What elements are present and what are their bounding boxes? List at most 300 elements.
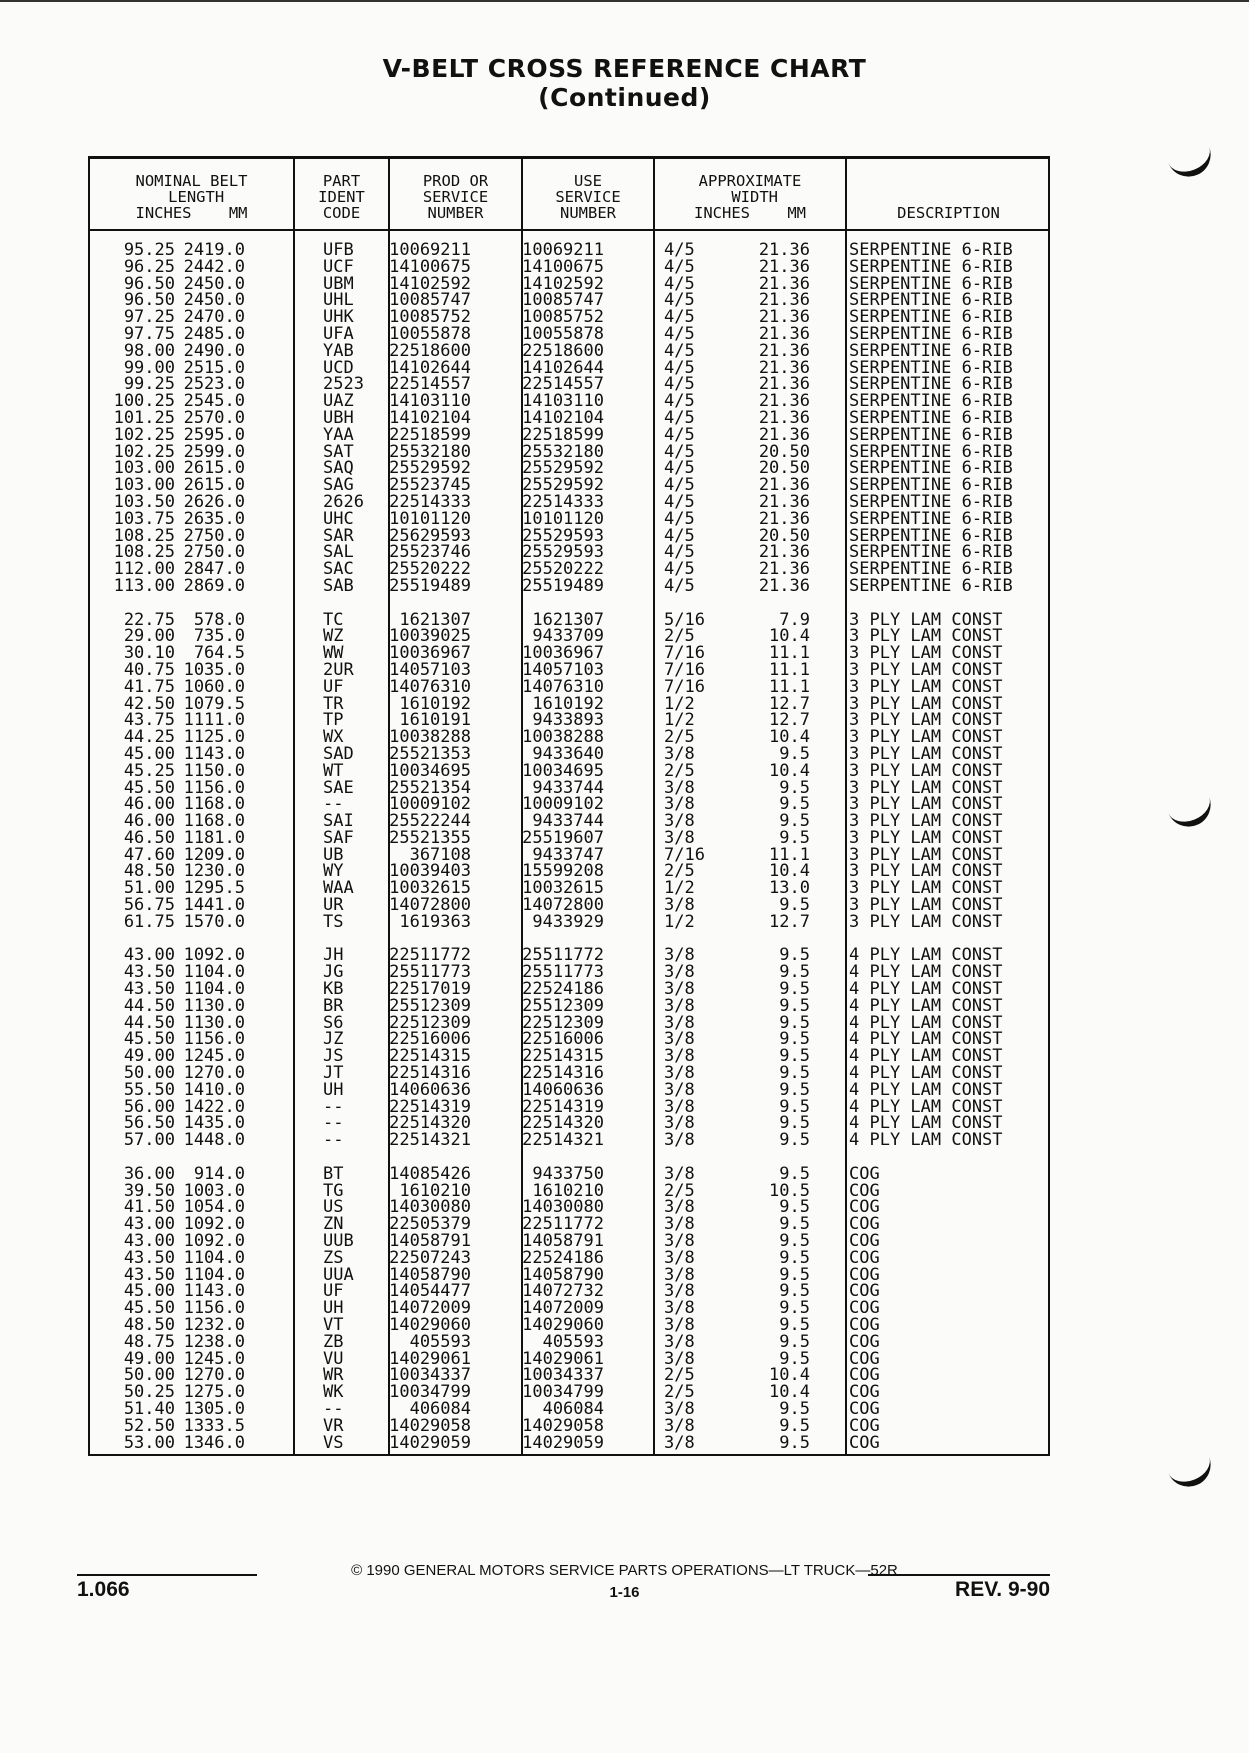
part-ident-code-cell: SAB <box>323 575 354 596</box>
description-cell: 3 PLY LAM CONST <box>849 878 1003 899</box>
length-inches-cell: 108.25 <box>113 542 175 563</box>
prod-service-number-cell: 25529592 <box>389 458 471 479</box>
cross-reference-table <box>88 156 1050 1456</box>
part-ident-code-cell: UH <box>323 1298 344 1319</box>
width-mm-cell: 21.36 <box>758 256 810 277</box>
part-ident-code-cell: VT <box>323 1315 344 1335</box>
width-mm-cell: 21.36 <box>758 357 810 378</box>
use-service-number-cell: 9433929 <box>532 911 604 932</box>
prod-service-number-cell: 14029060 <box>389 1315 471 1335</box>
width-inches-cell: 4/5 <box>664 340 695 361</box>
use-service-number-cell: 9433744 <box>532 777 604 798</box>
part-ident-code-cell: UBM <box>323 273 354 294</box>
width-inches-cell: 4/5 <box>664 323 695 344</box>
length-mm-cell: 1422.0 <box>183 1096 245 1117</box>
use-service-number-cell: 9433893 <box>532 710 604 731</box>
length-mm-cell: 2635.0 <box>183 508 245 529</box>
length-inches-cell: 103.00 <box>113 475 175 496</box>
prod-service-number-cell: 14102644 <box>389 357 471 378</box>
prod-service-number-cell: 22514557 <box>389 374 471 395</box>
width-mm-cell: 21.36 <box>758 508 810 529</box>
use-service-number-cell: 405593 <box>542 1331 604 1352</box>
description-cell: 3 PLY LAM CONST <box>849 609 1003 630</box>
length-mm-cell: 2570.0 <box>183 407 245 428</box>
part-ident-code-cell: VR <box>323 1415 344 1436</box>
length-inches-cell: 45.50 <box>123 1029 175 1050</box>
description-cell: COG <box>849 1382 880 1403</box>
description-cell: 3 PLY LAM CONST <box>849 760 1003 781</box>
prod-service-number-cell: 14029061 <box>389 1348 471 1369</box>
use-service-number-cell: 25520222 <box>522 559 604 580</box>
table-row <box>90 911 1048 932</box>
part-ident-code-cell: SAC <box>323 559 354 580</box>
use-service-number-cell: 25519489 <box>522 575 604 596</box>
width-mm-cell: 9.5 <box>779 1264 810 1285</box>
length-mm-cell: 1270.0 <box>183 1063 245 1084</box>
width-mm-cell: 11.1 <box>769 844 810 865</box>
prod-service-number-cell: 14102592 <box>389 273 471 294</box>
length-mm-cell: 2490.0 <box>183 340 245 361</box>
length-mm-cell: 1448.0 <box>183 1130 245 1151</box>
length-inches-cell: 46.00 <box>123 811 175 832</box>
width-inches-cell: 3/8 <box>664 1231 695 1252</box>
length-inches-cell: 96.50 <box>123 290 175 311</box>
use-service-number-cell: 10034695 <box>522 760 604 781</box>
length-mm-cell: 1245.0 <box>183 1046 245 1067</box>
description-cell: SERPENTINE 6-RIB <box>849 273 1013 294</box>
use-service-number-cell: 22512309 <box>522 1012 604 1033</box>
length-inches-cell: 41.75 <box>123 676 175 697</box>
page-title <box>0 54 1249 112</box>
width-mm-cell: 10.4 <box>769 1382 810 1403</box>
length-mm-cell: 1092.0 <box>183 1214 245 1235</box>
prod-service-number-cell: 22514316 <box>389 1063 471 1084</box>
width-inches-cell: 4/5 <box>664 357 695 378</box>
length-mm-cell: 1168.0 <box>183 811 245 832</box>
length-mm-cell: 2450.0 <box>183 273 245 294</box>
length-mm-cell: 2847.0 <box>183 559 245 580</box>
part-ident-code-cell: JS <box>323 1046 344 1067</box>
use-service-number-cell: 14029060 <box>522 1315 604 1335</box>
description-cell: 4 PLY LAM CONST <box>849 979 1003 1000</box>
length-mm-cell: 1156.0 <box>183 1029 245 1050</box>
width-inches-cell: 2/5 <box>664 1180 695 1201</box>
part-ident-code-cell: TG <box>323 1180 344 1201</box>
length-mm-cell: 1104.0 <box>183 1264 245 1285</box>
width-mm-cell: 21.36 <box>758 273 810 294</box>
width-inches-cell: 4/5 <box>664 542 695 563</box>
length-mm-cell: 1104.0 <box>183 1247 245 1268</box>
length-mm-cell: 1230.0 <box>183 861 245 882</box>
use-service-number-cell: 22514316 <box>522 1063 604 1084</box>
prod-service-number-cell: 14102104 <box>389 407 471 428</box>
length-mm-cell: 1441.0 <box>183 895 245 916</box>
header-rule <box>90 229 1048 231</box>
use-service-number-cell: 14058790 <box>522 1264 604 1285</box>
width-mm-cell: 9.5 <box>779 962 810 983</box>
part-ident-code-cell: KB <box>323 979 344 1000</box>
length-inches-cell: 61.75 <box>123 911 175 932</box>
width-inches-cell: 4/5 <box>664 575 695 596</box>
width-inches-cell: 4/5 <box>664 458 695 479</box>
length-inches-cell: 43.50 <box>123 1264 175 1285</box>
header-description: DESCRIPTION <box>897 204 1000 222</box>
width-mm-cell: 9.5 <box>779 777 810 798</box>
length-inches-cell: 112.00 <box>113 559 175 580</box>
use-service-number-cell: 14057103 <box>522 659 604 680</box>
use-service-number-cell: 25529593 <box>522 525 604 546</box>
length-mm-cell: 1104.0 <box>183 962 245 983</box>
width-inches-cell: 2/5 <box>664 1382 695 1403</box>
width-mm-cell: 13.0 <box>769 878 810 899</box>
prod-service-number-cell: 14029059 <box>389 1432 471 1453</box>
prod-service-number-cell: 10009102 <box>389 794 471 815</box>
part-ident-code-cell: ZB <box>323 1331 344 1352</box>
length-mm-cell: 1060.0 <box>183 676 245 697</box>
part-ident-code-cell: WW <box>323 643 344 664</box>
use-service-number-cell: 25512309 <box>522 995 604 1016</box>
description-cell: SERPENTINE 6-RIB <box>849 525 1013 546</box>
prod-service-number-cell: 22518600 <box>389 340 471 361</box>
length-inches-cell: 103.50 <box>113 491 175 512</box>
width-inches-cell: 3/8 <box>664 811 695 832</box>
width-mm-cell: 10.4 <box>769 1365 810 1386</box>
part-ident-code-cell: WAA <box>323 878 354 899</box>
width-inches-cell: 3/8 <box>664 1247 695 1268</box>
prod-service-number-cell: 1610191 <box>399 710 471 731</box>
description-cell: 4 PLY LAM CONST <box>849 1079 1003 1100</box>
prod-service-number-cell: 14076310 <box>389 676 471 697</box>
part-ident-code-cell: WZ <box>323 626 344 647</box>
length-mm-cell: 1003.0 <box>183 1180 245 1201</box>
length-mm-cell: 1143.0 <box>183 1281 245 1302</box>
length-mm-cell: 1156.0 <box>183 1298 245 1319</box>
description-cell: COG <box>849 1331 880 1352</box>
use-service-number-cell: 22514315 <box>522 1046 604 1067</box>
width-inches-cell: 4/5 <box>664 508 695 529</box>
length-inches-cell: 48.75 <box>123 1331 175 1352</box>
part-ident-code-cell: -- <box>323 1113 344 1134</box>
part-ident-code-cell: TR <box>323 693 344 714</box>
length-mm-cell: 2515.0 <box>183 357 245 378</box>
use-service-number-cell: 10101120 <box>522 508 604 529</box>
length-mm-cell: 1232.0 <box>183 1315 245 1335</box>
length-mm-cell: 2419.0 <box>183 240 245 260</box>
width-mm-cell: 21.36 <box>758 323 810 344</box>
width-inches-cell: 7/16 <box>664 844 705 865</box>
part-ident-code-cell: WR <box>323 1365 344 1386</box>
length-mm-cell: 2750.0 <box>183 525 245 546</box>
part-ident-code-cell: 2626 <box>323 491 364 512</box>
title-line-2: (Continued) <box>538 83 711 112</box>
width-mm-cell: 21.36 <box>758 240 810 260</box>
length-mm-cell: 1130.0 <box>183 995 245 1016</box>
prod-service-number-cell: 25511773 <box>389 962 471 983</box>
width-inches-cell: 3/8 <box>664 1063 695 1084</box>
length-inches-cell: 45.00 <box>123 743 175 764</box>
length-mm-cell: 578.0 <box>193 609 245 630</box>
prod-service-number-cell: 22514315 <box>389 1046 471 1067</box>
prod-service-number-cell: 10085752 <box>389 307 471 328</box>
length-inches-cell: 48.50 <box>123 861 175 882</box>
description-cell: SERPENTINE 6-RIB <box>849 256 1013 277</box>
width-inches-cell: 4/5 <box>664 424 695 445</box>
prod-service-number-cell: 14029058 <box>389 1415 471 1436</box>
part-ident-code-cell: 2UR <box>323 659 354 680</box>
length-mm-cell: 735.0 <box>193 626 245 647</box>
part-ident-code-cell: WT <box>323 760 344 781</box>
description-cell: 3 PLY LAM CONST <box>849 659 1003 680</box>
part-ident-code-cell: JZ <box>323 1029 344 1050</box>
width-inches-cell: 1/2 <box>664 710 695 731</box>
prod-service-number-cell: 14030080 <box>389 1197 471 1218</box>
length-inches-cell: 56.75 <box>123 895 175 916</box>
length-inches-cell: 50.00 <box>123 1063 175 1084</box>
prod-service-number-cell: 10085747 <box>389 290 471 311</box>
description-cell: 3 PLY LAM CONST <box>849 710 1003 731</box>
length-mm-cell: 1295.5 <box>183 878 245 899</box>
prod-service-number-cell: 25521353 <box>389 743 471 764</box>
length-mm-cell: 1305.0 <box>183 1398 245 1419</box>
length-mm-cell: 1245.0 <box>183 1348 245 1369</box>
use-service-number-cell: 14102644 <box>522 357 604 378</box>
length-inches-cell: 39.50 <box>123 1180 175 1201</box>
length-mm-cell: 2485.0 <box>183 323 245 344</box>
description-cell: SERPENTINE 6-RIB <box>849 542 1013 563</box>
width-inches-cell: 3/8 <box>664 979 695 1000</box>
length-inches-cell: 45.50 <box>123 777 175 798</box>
part-ident-code-cell: SAL <box>323 542 354 563</box>
length-inches-cell: 55.50 <box>123 1079 175 1100</box>
description-cell: 3 PLY LAM CONST <box>849 693 1003 714</box>
length-inches-cell: 43.00 <box>123 1214 175 1235</box>
prod-service-number-cell: 25532180 <box>389 441 471 462</box>
use-service-number-cell: 1610192 <box>532 693 604 714</box>
width-mm-cell: 9.5 <box>779 1231 810 1252</box>
prod-service-number-cell: 1619363 <box>399 911 471 932</box>
length-inches-cell: 102.25 <box>113 424 175 445</box>
width-inches-cell: 3/8 <box>664 1348 695 1369</box>
width-mm-cell: 21.36 <box>758 559 810 580</box>
description-cell: 3 PLY LAM CONST <box>849 911 1003 932</box>
description-cell: COG <box>849 1398 880 1419</box>
prod-service-number-cell: 10036967 <box>389 643 471 664</box>
binder-hole-mark <box>1167 1453 1218 1494</box>
use-service-number-cell: 25532180 <box>522 441 604 462</box>
length-inches-cell: 46.50 <box>123 827 175 848</box>
title-line-1: V-BELT CROSS REFERENCE CHART <box>382 54 867 83</box>
width-inches-cell: 3/8 <box>664 1281 695 1302</box>
width-mm-cell: 10.4 <box>769 727 810 748</box>
width-inches-cell: 1/2 <box>664 693 695 714</box>
prod-service-number-cell: 10034799 <box>389 1382 471 1403</box>
prod-service-number-cell: 10032615 <box>389 878 471 899</box>
part-ident-code-cell: S6 <box>323 1012 344 1033</box>
width-inches-cell: 2/5 <box>664 626 695 647</box>
prod-service-number-cell: 14060636 <box>389 1079 471 1100</box>
binder-hole-mark <box>1167 793 1218 834</box>
header-approximate-width: APPROXIMATE WIDTH INCHES MM <box>694 172 806 222</box>
description-cell: SERPENTINE 6-RIB <box>849 407 1013 428</box>
width-inches-cell: 3/8 <box>664 827 695 848</box>
width-mm-cell: 9.5 <box>779 1415 810 1436</box>
prod-service-number-cell: 22512309 <box>389 1012 471 1033</box>
group-spacer <box>90 595 1048 612</box>
description-cell: SERPENTINE 6-RIB <box>849 357 1013 378</box>
part-ident-code-cell: UFA <box>323 323 354 344</box>
width-mm-cell: 21.36 <box>758 407 810 428</box>
length-inches-cell: 46.00 <box>123 794 175 815</box>
width-inches-cell: 4/5 <box>664 273 695 294</box>
length-inches-cell: 45.00 <box>123 1281 175 1302</box>
width-mm-cell: 11.1 <box>769 643 810 664</box>
use-service-number-cell: 9433750 <box>532 1163 604 1184</box>
length-mm-cell: 1346.0 <box>183 1432 245 1453</box>
prod-service-number-cell: 22514319 <box>389 1096 471 1117</box>
length-mm-cell: 2599.0 <box>183 441 245 462</box>
width-mm-cell: 9.5 <box>779 1315 810 1335</box>
width-inches-cell: 4/5 <box>664 374 695 395</box>
length-inches-cell: 113.00 <box>113 575 175 596</box>
prod-service-number-cell: 406084 <box>409 1398 471 1419</box>
use-service-number-cell: 22514321 <box>522 1130 604 1151</box>
length-mm-cell: 2750.0 <box>183 542 245 563</box>
description-cell: 4 PLY LAM CONST <box>849 995 1003 1016</box>
use-service-number-cell: 9433744 <box>532 811 604 832</box>
width-inches-cell: 3/8 <box>664 1130 695 1151</box>
prod-service-number-cell: 14100675 <box>389 256 471 277</box>
prod-service-number-cell: 14085426 <box>389 1163 471 1184</box>
width-mm-cell: 9.5 <box>779 794 810 815</box>
part-ident-code-cell: VS <box>323 1432 344 1453</box>
prod-service-number-cell: 367108 <box>409 844 471 865</box>
description-cell: 3 PLY LAM CONST <box>849 727 1003 748</box>
table-row <box>90 1132 1048 1149</box>
prod-service-number-cell: 1621307 <box>399 609 471 630</box>
use-service-number-cell: 14058791 <box>522 1231 604 1252</box>
part-ident-code-cell: UUB <box>323 1231 354 1252</box>
part-ident-code-cell: ZN <box>323 1214 344 1235</box>
part-ident-code-cell: JH <box>323 945 344 966</box>
description-cell: COG <box>849 1180 880 1201</box>
description-cell: 3 PLY LAM CONST <box>849 811 1003 832</box>
table-row <box>90 760 1048 781</box>
description-cell: 3 PLY LAM CONST <box>849 794 1003 815</box>
description-cell: COG <box>849 1415 880 1436</box>
use-service-number-cell: 9433640 <box>532 743 604 764</box>
part-ident-code-cell: TS <box>323 911 344 932</box>
length-inches-cell: 97.25 <box>123 307 175 328</box>
length-mm-cell: 1104.0 <box>183 979 245 1000</box>
use-service-number-cell: 15599208 <box>522 861 604 882</box>
prod-service-number-cell: 10038288 <box>389 727 471 748</box>
part-ident-code-cell: UF <box>323 1281 344 1302</box>
length-inches-cell: 108.25 <box>113 525 175 546</box>
use-service-number-cell: 10085747 <box>522 290 604 311</box>
length-inches-cell: 43.00 <box>123 1231 175 1252</box>
prod-service-number-cell: 25520222 <box>389 559 471 580</box>
width-inches-cell: 2/5 <box>664 1365 695 1386</box>
use-service-number-cell: 10038288 <box>522 727 604 748</box>
prod-service-number-cell: 25519489 <box>389 575 471 596</box>
use-service-number-cell: 14060636 <box>522 1079 604 1100</box>
width-inches-cell: 3/8 <box>664 1315 695 1335</box>
width-mm-cell: 20.50 <box>758 458 810 479</box>
length-inches-cell: 44.50 <box>123 995 175 1016</box>
length-inches-cell: 43.50 <box>123 962 175 983</box>
description-cell: COG <box>849 1214 880 1235</box>
description-cell: COG <box>849 1264 880 1285</box>
width-inches-cell: 3/8 <box>664 1029 695 1050</box>
part-ident-code-cell: UAZ <box>323 391 354 412</box>
width-mm-cell: 9.5 <box>779 1079 810 1100</box>
length-inches-cell: 97.75 <box>123 323 175 344</box>
width-inches-cell: 7/16 <box>664 643 705 664</box>
prod-service-number-cell: 14072800 <box>389 895 471 916</box>
use-service-number-cell: 22514333 <box>522 491 604 512</box>
part-ident-code-cell: WK <box>323 1382 344 1403</box>
prod-service-number-cell: 25523745 <box>389 475 471 496</box>
width-mm-cell: 9.5 <box>779 895 810 916</box>
prod-service-number-cell: 22514320 <box>389 1113 471 1134</box>
length-inches-cell: 43.50 <box>123 1247 175 1268</box>
width-inches-cell: 3/8 <box>664 1415 695 1436</box>
width-mm-cell: 21.36 <box>758 424 810 445</box>
part-ident-code-cell: -- <box>323 1096 344 1117</box>
description-cell: COG <box>849 1247 880 1268</box>
length-mm-cell: 1125.0 <box>183 727 245 748</box>
use-service-number-cell: 10034337 <box>522 1365 604 1386</box>
prod-service-number-cell: 25521354 <box>389 777 471 798</box>
length-mm-cell: 1150.0 <box>183 760 245 781</box>
width-mm-cell: 9.5 <box>779 995 810 1016</box>
length-mm-cell: 2523.0 <box>183 374 245 395</box>
part-ident-code-cell: UHL <box>323 290 354 311</box>
width-inches-cell: 3/8 <box>664 777 695 798</box>
width-inches-cell: 3/8 <box>664 1113 695 1134</box>
description-cell: SERPENTINE 6-RIB <box>849 424 1013 445</box>
description-cell: SERPENTINE 6-RIB <box>849 307 1013 328</box>
width-mm-cell: 9.5 <box>779 1398 810 1419</box>
use-service-number-cell: 22514319 <box>522 1096 604 1117</box>
width-mm-cell: 9.5 <box>779 743 810 764</box>
prod-service-number-cell: 22511772 <box>389 945 471 966</box>
part-ident-code-cell: UCD <box>323 357 354 378</box>
use-service-number-cell: 22524186 <box>522 979 604 1000</box>
width-inches-cell: 3/8 <box>664 962 695 983</box>
part-ident-code-cell: TP <box>323 710 344 731</box>
length-mm-cell: 1181.0 <box>183 827 245 848</box>
use-service-number-cell: 10069211 <box>522 240 604 260</box>
prod-service-number-cell: 1610210 <box>399 1180 471 1201</box>
length-mm-cell: 1156.0 <box>183 777 245 798</box>
use-service-number-cell: 14029058 <box>522 1415 604 1436</box>
length-mm-cell: 1111.0 <box>183 710 245 731</box>
use-service-number-cell: 25529593 <box>522 542 604 563</box>
prod-service-number-cell: 25522244 <box>389 811 471 832</box>
header-prod-service-number: PROD OR SERVICE NUMBER <box>422 172 489 222</box>
length-inches-cell: 56.50 <box>123 1113 175 1134</box>
prod-service-number-cell: 10101120 <box>389 508 471 529</box>
width-inches-cell: 5/16 <box>664 609 705 630</box>
length-inches-cell: 45.50 <box>123 1298 175 1319</box>
prod-service-number-cell: 14058791 <box>389 1231 471 1252</box>
part-ident-code-cell: BT <box>323 1163 344 1184</box>
description-cell: 4 PLY LAM CONST <box>849 1130 1003 1151</box>
width-mm-cell: 21.36 <box>758 374 810 395</box>
width-inches-cell: 2/5 <box>664 760 695 781</box>
use-service-number-cell: 22514557 <box>522 374 604 395</box>
